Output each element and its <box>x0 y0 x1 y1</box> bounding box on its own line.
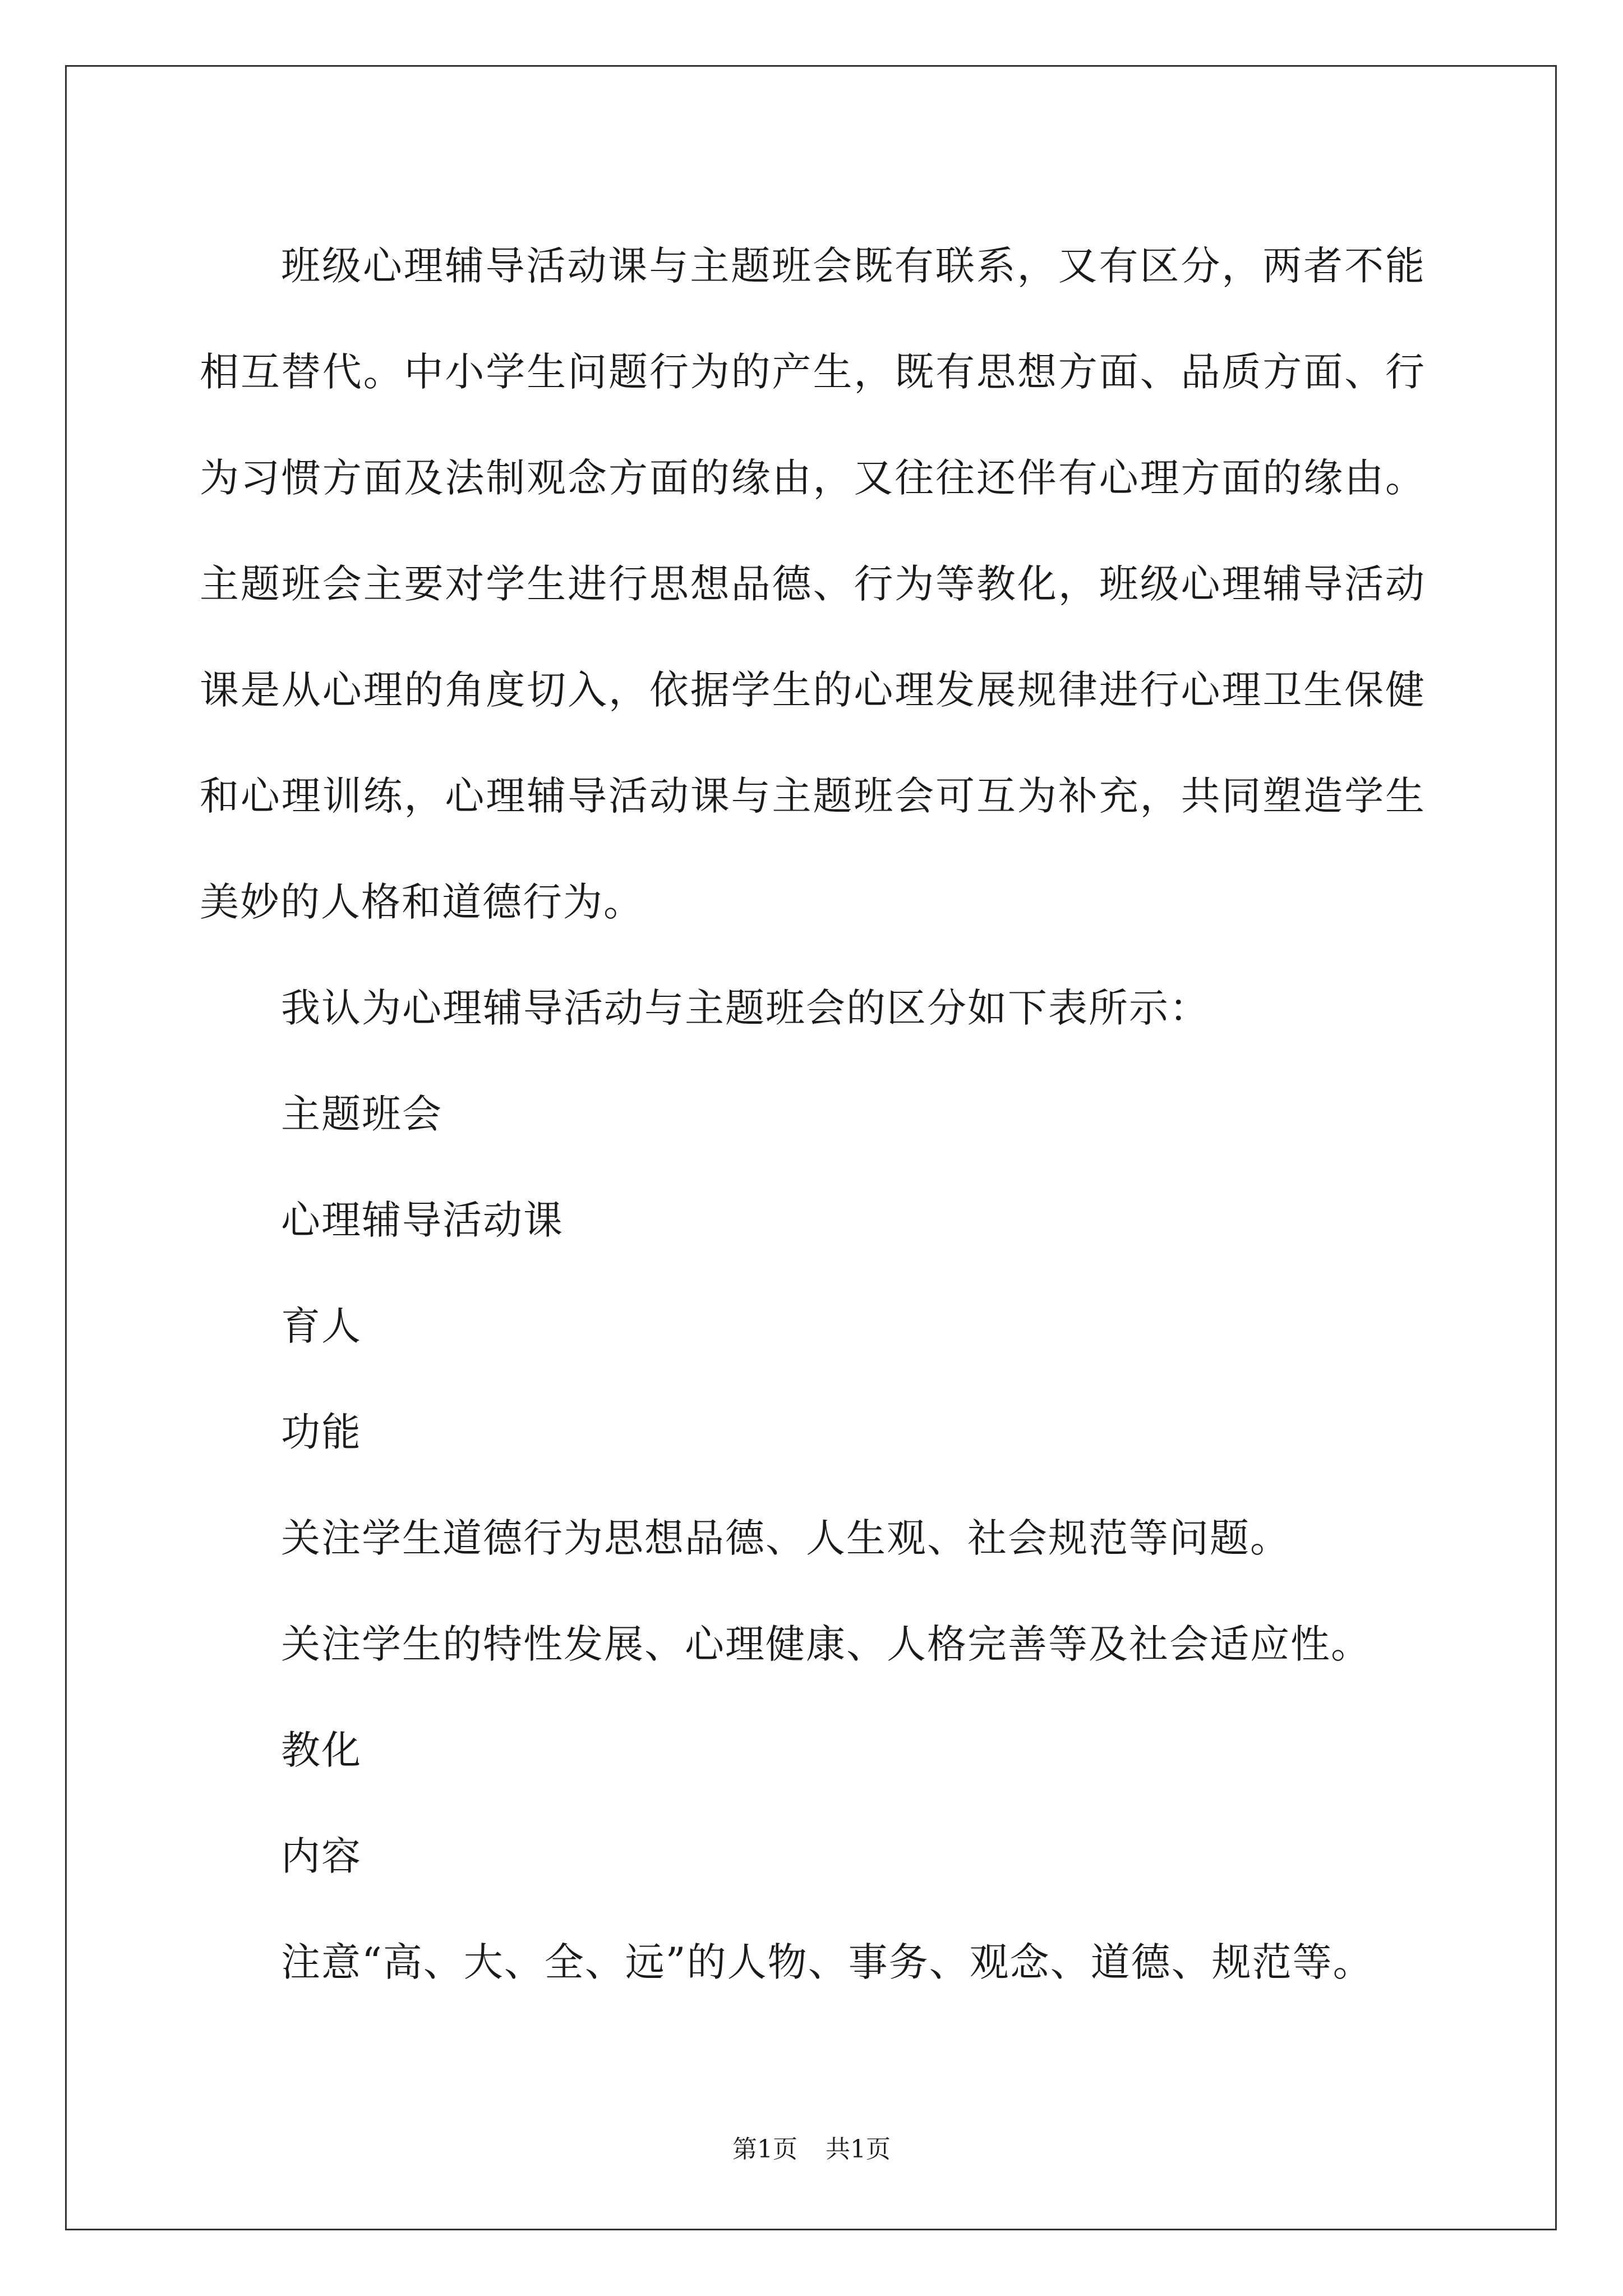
paragraph-table-intro: 我认为心理辅导活动与主题班会的区分如下表所示： <box>281 985 1210 1031</box>
table-line-function-counseling: 关注学生的特性发展、心理健康、人格完善等及社会适应性。 <box>281 1621 1371 1667</box>
table-line-content: 内容 <box>281 1833 362 1879</box>
document-body <box>200 213 1426 2016</box>
page-number-total: 共1页 <box>826 2135 891 2164</box>
table-line-header-counseling: 心理辅导活动课 <box>281 1197 564 1243</box>
table-line-education: 育人 <box>281 1303 362 1349</box>
table-line-teaching: 教化 <box>281 1727 362 1773</box>
table-line-content-class-meeting: 注意“高、大、全、远”的人物、事务、观念、道德、规范等。 <box>281 1939 1373 1985</box>
paragraph-intro: 班级心理辅导活动课与主题班会既有联系，又有区分，两者不能相互替代。中小学生问题行为的产生，既有思想方面、品质方面、行为习惯方面及法制观念方面的缘由，又往往还伴有心理方面的缘由。主题班会主要对学生进行思想品德、行为等教化，班级心理辅导活动课是从心理的角度切入，依据学生的心理发展规律进行心理卫生保健和心理训练，心理辅导活动课与主题班会可互为补充，共同塑造学生美妙的人格和道德行为。 <box>200 243 1426 925</box>
page-number-current: 第1页 <box>732 2135 797 2164</box>
table-line-header-class-meeting: 主题班会 <box>281 1091 442 1137</box>
page-footer <box>0 2129 1623 2165</box>
table-line-function: 功能 <box>281 1409 362 1455</box>
table-line-function-class-meeting: 关注学生道德行为思想品德、人生观、社会规范等问题。 <box>281 1515 1290 1561</box>
